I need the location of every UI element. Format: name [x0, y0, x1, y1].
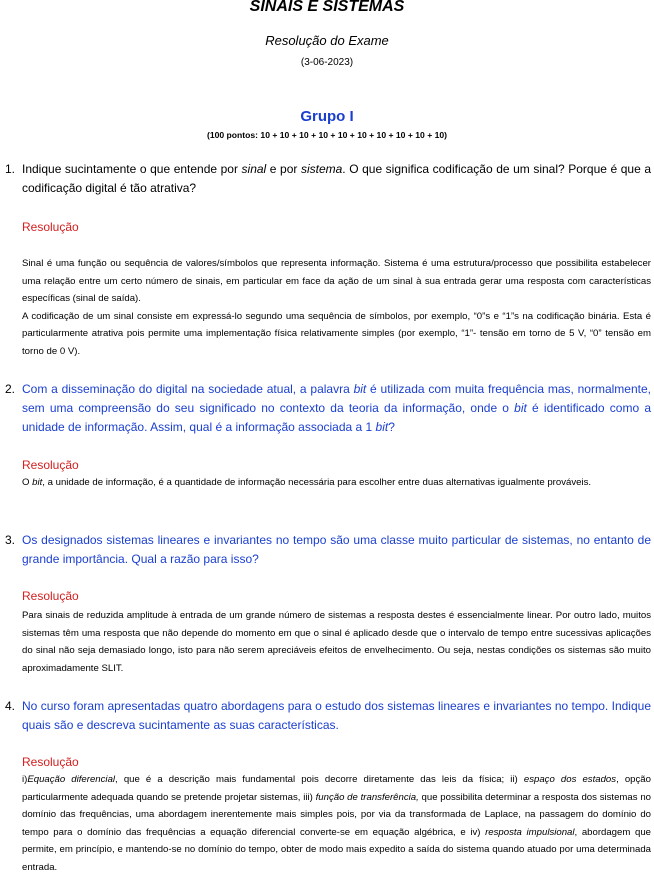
document-title: SINAIS E SISTEMAS: [249, 0, 405, 15]
group-points: (100 pontos: 10 + 10 + 10 + 10 + 10 + 10 + 10 + 10 + 10 + 10): [206, 130, 448, 140]
question-number: 3.: [5, 533, 16, 547]
question-1: [5, 160, 651, 198]
resolution-label: Resolução: [22, 589, 79, 603]
answer-2: [22, 474, 651, 492]
document-subtitle: Resolução do Exame: [265, 33, 389, 48]
question-3: [5, 531, 651, 569]
question-number: 1.: [5, 162, 16, 176]
question-text: Os designados sistemas lineares e invariantes no tempo são uma classe muito particular de sistemas, no entanto de grande importância. Qual a razão para isso?: [22, 533, 651, 566]
question-number: 2.: [5, 382, 16, 396]
answer-1: [22, 255, 651, 361]
group-heading: Grupo I: [300, 108, 354, 125]
question-text: Indique sucintamente o que entende por sinal e por sistema. O que significa codificação de um sinal? Porque é que a codificação digital é tão atrativa?: [22, 162, 652, 195]
question-number: 4.: [5, 699, 16, 713]
question-text: No curso foram apresentadas quatro abordagens para o estudo dos sistemas lineares e invariantes no tempo. Indique quais são e descreva sucintamente as suas características.: [22, 699, 651, 732]
answer-paragraph: Sinal é uma função ou sequência de valores/símbolos que representa informação. Sistema é uma estrutura/processo que possibilita estabelecer uma relação entre um certo número de sinais, em particular em face da ação de um sinal à sua entrada gerar uma resposta com características específicas (sinal de saída).: [22, 258, 651, 305]
question-4: [5, 697, 651, 735]
answer-paragraph: i)Equação diferencial, que é a descrição mais fundamental pois decorre diretamente das leis da física; ii) espaço dos estados, opção particularmente adequada quando se pretende projetar sistemas, iii) função de transferência, que possibilita determinar a resposta dos sistemas no domínio das frequências, uma abordagem inerentemente mais simples pois, por via da transformada de Laplace, na passagem do domínio do tempo para o domínio das frequências a equação diferencial converte-se em equação algébrica, e iv) resposta impulsional, abordagem que permite, em princípio, e mantendo-se no domínio do tempo, obter de modo mais expedito a saída do sistema quando atuado por uma determinada entrada.: [22, 774, 651, 873]
answer-4: [22, 771, 651, 877]
resolution-label: Resolução: [22, 458, 79, 472]
question-2: [5, 380, 651, 437]
resolution-label: Resolução: [22, 755, 79, 769]
resolution-label: Resolução: [22, 220, 79, 234]
answer-paragraph: Para sinais de reduzida amplitude à entrada de um grande número de sistemas a resposta destes é essencialmente linear. Por outro lado, muitos sistemas têm uma resposta que não depende do momento em que o sinal é aplicado desde que o intervalo de tempo entre sucessivas aplicações do sinal não seja demasiado longo, isto para não serem apreciáveis efeitos de envelhecimento. Ou seja, nestas condições os sistemas são muito aproximadamente SLIT.: [22, 610, 651, 674]
answer-paragraph: O bit, a unidade de informação, é a quantidade de informação necessária para escolher entre duas alternativas igualmente prováveis.: [22, 477, 592, 488]
exam-date: (3-06-2023): [300, 57, 354, 68]
answer-3: [22, 607, 651, 677]
answer-paragraph: A codificação de um sinal consiste em expressá-lo segundo uma sequência de símbolos, por exemplo, “0”s e “1”s na codificação binária. Esta é particularmente atrativa pois permite uma implementação física relativamente simples (por exemplo, “1”- tensão em torno de 5 V, “0” tensão em torno de 0 V).: [22, 310, 651, 357]
question-text: Com a disseminação do digital na sociedade atual, a palavra bit é utilizada com muita frequência mas, normalmente, sem uma compreensão do seu significado no contexto da teoria da informação, onde o bit é identificado como a unidade de informação. Assim, qual é a informação associada a 1 bit?: [22, 382, 651, 434]
